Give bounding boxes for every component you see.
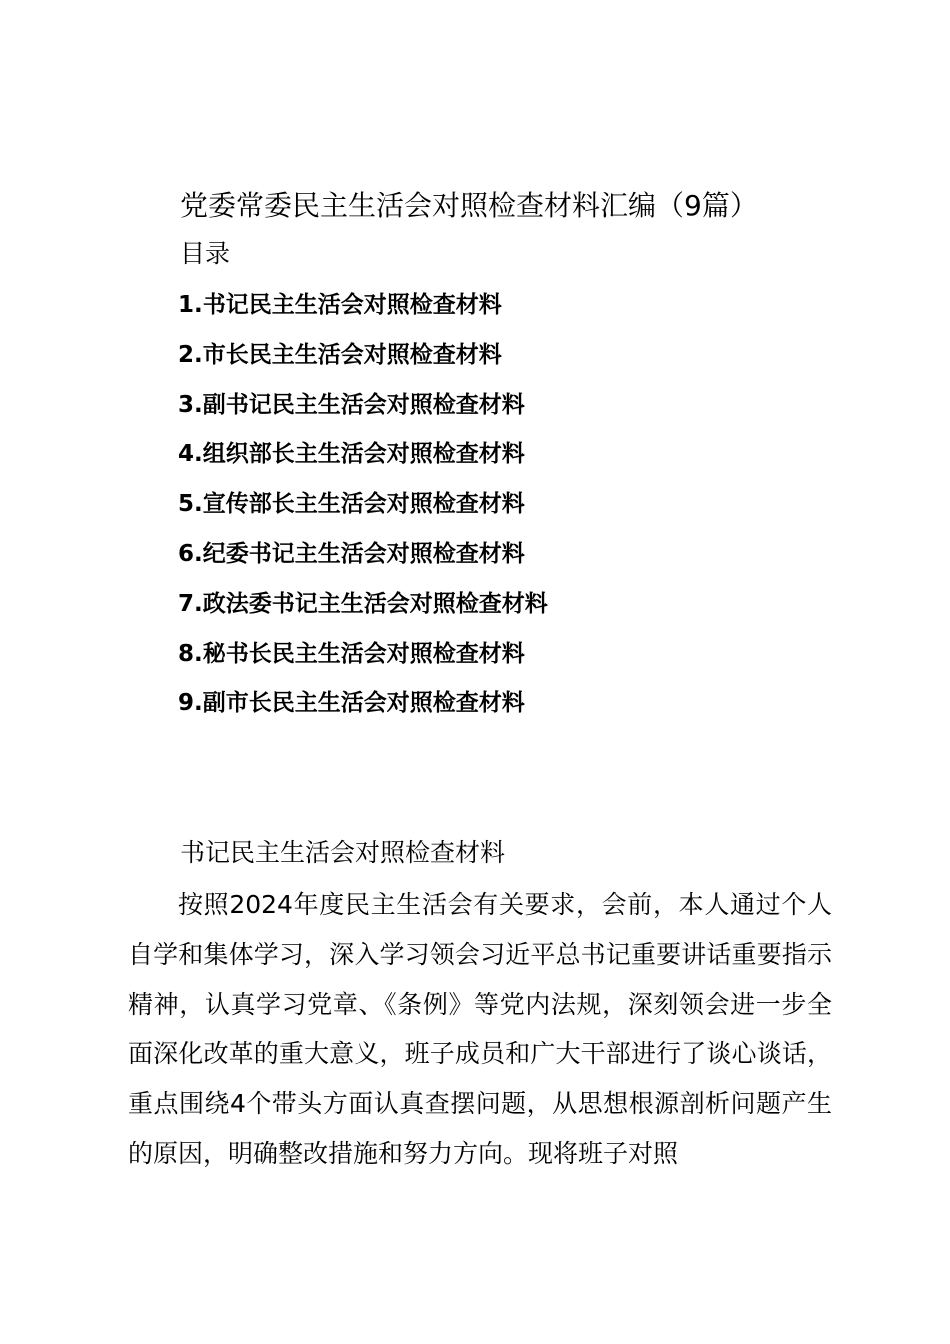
document-title: 党委常委民主生活会对照检查材料汇编（9篇）	[180, 189, 758, 222]
toc-item-8: 8.秘书长民主生活会对照检查材料	[178, 640, 525, 667]
toc-item-6: 6.纪委书记主生活会对照检查材料	[178, 540, 525, 567]
toc-item-3: 3.副书记民主生活会对照检查材料	[178, 391, 525, 418]
toc-item-4: 4.组织部长主生活会对照检查材料	[178, 441, 525, 468]
toc-item-7: 7.政法委书记主生活会对照检查材料	[178, 590, 548, 617]
body-paragraph: 按照2024年度民主生活会有关要求，会前，本人通过个人自学和集体学习，深入学习领会习近平总书记重要讲话重要指示精神，认真学习党章、《条例》等党内法规，深刻领会进一步全面深化改革的重大意义，班子成员和广大干部进行了谈心谈话，重点围绕4个带头方面认真查摆问题，从思想根源剖析问题产生的原因，明确整改措施和努力方向。现将班子对照	[128, 890, 832, 1168]
table-of-contents	[178, 284, 548, 732]
toc-item-1: 1.书记民主生活会对照检查材料	[178, 292, 502, 318]
toc-item-5: 5.宣传部长主生活会对照检查材料	[178, 491, 525, 518]
section-title: 书记民主生活会对照检查材料	[180, 838, 506, 867]
toc-item-2: 2.市长民主生活会对照检查材料	[178, 341, 502, 368]
toc-item-9: 9.副市长民主生活会对照检查材料	[178, 690, 525, 717]
toc-heading: 目录	[180, 239, 231, 268]
